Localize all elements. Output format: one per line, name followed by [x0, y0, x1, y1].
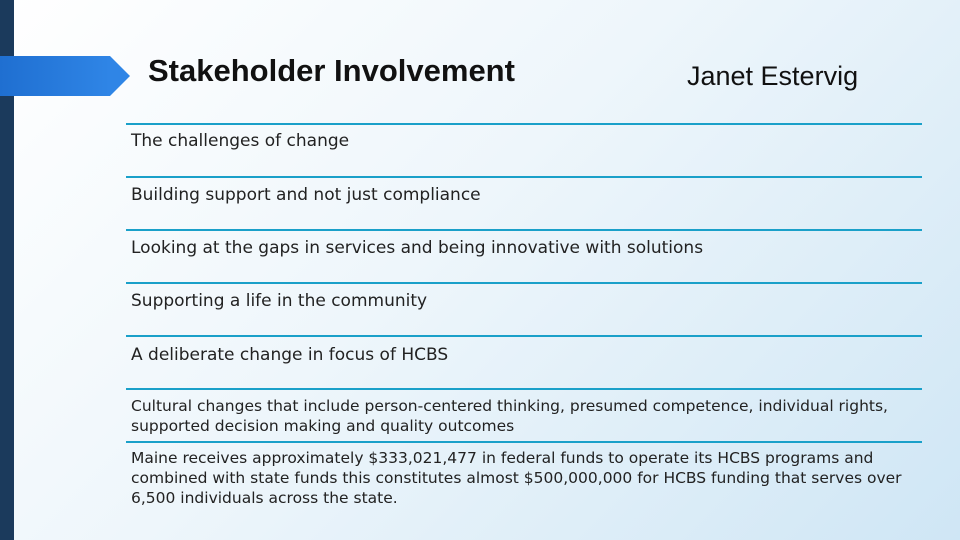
presenter-name: Janet Estervig	[687, 61, 859, 91]
list-item-cultural-changes	[126, 396, 922, 436]
divider-line	[126, 123, 922, 125]
list-item-challenges	[126, 131, 922, 151]
list-item-gaps	[126, 238, 922, 258]
list-item-text: A deliberate change in focus of HCBS	[131, 345, 449, 365]
divider-line	[126, 176, 922, 178]
list-item-community	[126, 291, 922, 311]
list-item-hcbs-focus	[126, 345, 922, 365]
title-accent-arrow	[0, 56, 110, 96]
list-item-text: Supporting a life in the community	[131, 291, 428, 311]
list-item-text: Looking at the gaps in services and being innovative with solutions	[131, 238, 704, 258]
divider-line	[126, 282, 922, 284]
list-item-text: Cultural changes that include person-centered thinking, presumed competence, individual rights, supported decision making and quality outcomes	[131, 397, 888, 435]
list-item-text: The challenges of change	[131, 131, 350, 151]
list-item-text: Maine receives approximately $333,021,477 in federal funds to operate its HCBS programs and combined with state funds this constitutes almost $500,000,000 for HCBS funding that serves over 6,500 individuals across the state.	[131, 449, 902, 507]
divider-line	[126, 335, 922, 337]
list-item-text: Building support and not just compliance	[131, 185, 481, 205]
divider-line	[126, 388, 922, 390]
divider-line	[126, 441, 922, 443]
list-item-federal-funds	[126, 448, 922, 508]
divider-line	[126, 229, 922, 231]
slide-title: Stakeholder Involvement	[148, 53, 515, 88]
list-item-support	[126, 185, 922, 205]
